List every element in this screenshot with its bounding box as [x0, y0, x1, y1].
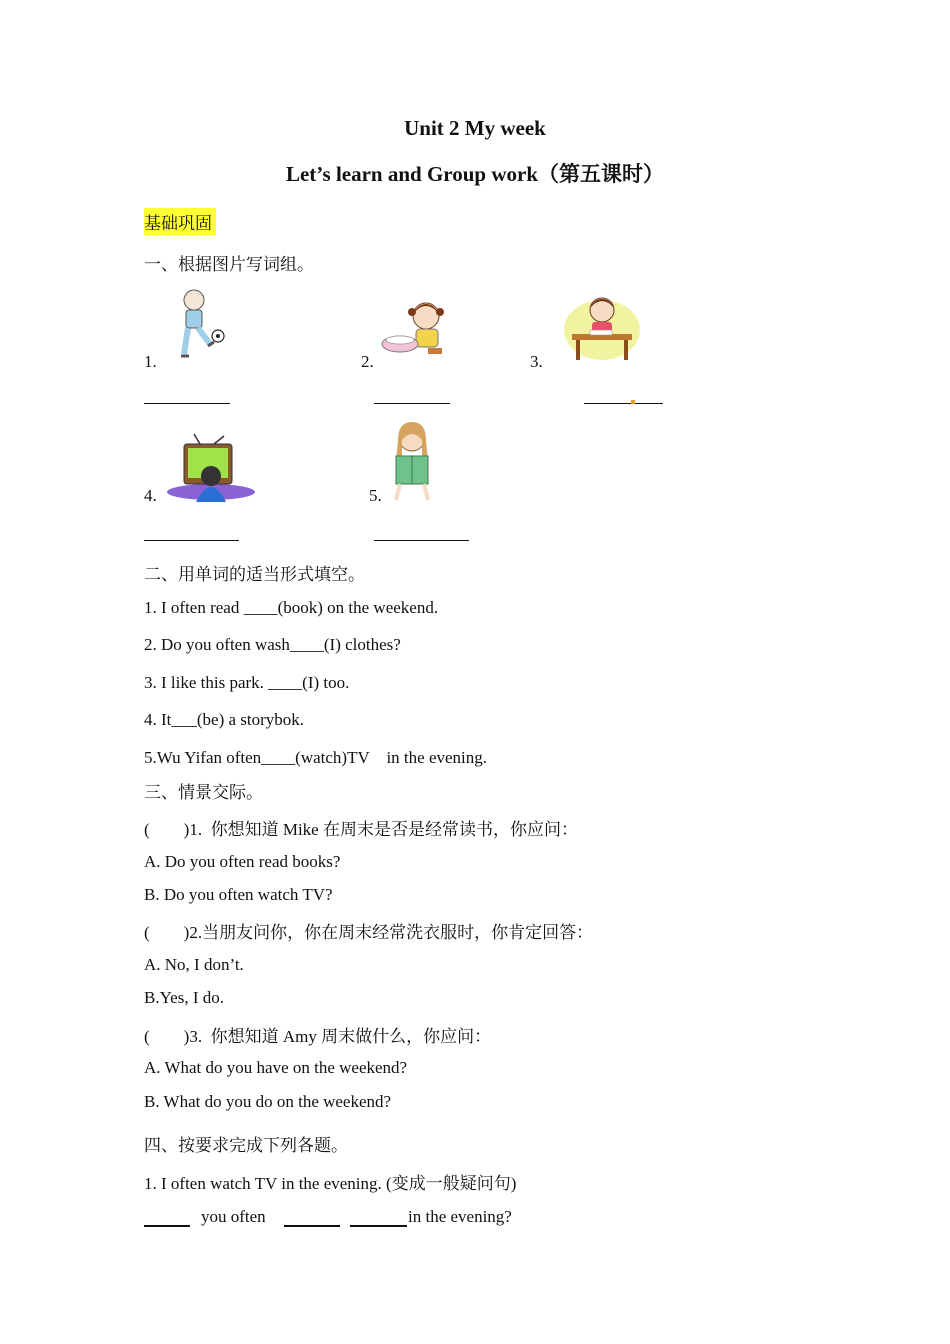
part3-question-2: ( )2.当朋友问你，你在周末经常洗衣服时，你肯定回答： — [144, 923, 594, 942]
part4-q1-middle-text: you often — [201, 1207, 266, 1226]
page-subtitle: Let’s learn and Group work（第五课时） — [285, 162, 665, 186]
part3-q3-option-b: B. What do you do on the weekend? — [144, 1092, 392, 1111]
answer-blank-4[interactable] — [144, 540, 239, 541]
answer-blank-1[interactable] — [144, 403, 230, 404]
part2-item-2: 2. Do you often wash____(I) clothes? — [144, 635, 401, 654]
boy-kicking-football-icon — [170, 288, 230, 364]
part4-q1-end-text: in the evening? — [408, 1207, 512, 1226]
part2-item-4: 4. It___(be) a storybok. — [144, 710, 305, 729]
item-number-2: 2. — [361, 352, 374, 371]
part3-question-1: ( )1. 你想知道 Mike 在周末是否是经常读书，你应问： — [144, 820, 578, 839]
part1-heading: 一、根据图片写词组。 — [144, 255, 314, 274]
item-number-3: 3. — [530, 352, 543, 371]
part2-item-3: 3. I like this park. ____(I) too. — [144, 673, 350, 692]
item-number-4: 4. — [144, 486, 157, 505]
part3-q1-option-a: A. Do you often read books? — [144, 852, 341, 871]
part4-question-1: 1. I often watch TV in the evening. (变成一般疑问句) — [144, 1174, 517, 1193]
part2-item-1: 1. I often read ____(book) on the weekend. — [144, 598, 439, 617]
answer-blank-8[interactable] — [350, 1225, 407, 1227]
girl-washing-clothes-icon — [378, 296, 458, 362]
part3-question-3: ( )3. 你想知道 Amy 周末做什么，你应问： — [144, 1027, 492, 1046]
answer-blank-5[interactable] — [374, 540, 469, 541]
part2-heading: 二、用单词的适当形式填空。 — [144, 565, 365, 584]
part4-heading: 四、按要求完成下列各题。 — [144, 1136, 348, 1155]
answer-blank-6[interactable] — [144, 1225, 190, 1227]
answer-blank-2[interactable] — [374, 403, 450, 404]
stray-mark — [631, 400, 635, 404]
section-tag: 基础巩固 — [144, 208, 216, 235]
part3-heading: 三、情景交际。 — [144, 783, 263, 802]
girl-reading-book-icon — [386, 420, 438, 504]
part2-item-5: 5.Wu Yifan often____(watch)TV in the evening. — [144, 748, 488, 767]
boy-watching-tv-icon — [166, 432, 256, 504]
girl-doing-homework-icon — [562, 290, 642, 368]
part3-q2-option-a: A. No, I don’t. — [144, 955, 244, 974]
part3-q3-option-a: A. What do you have on the weekend? — [144, 1058, 408, 1077]
answer-blank-3[interactable] — [584, 403, 663, 404]
item-number-5: 5. — [369, 486, 382, 505]
part3-q1-option-b: B. Do you often watch TV? — [144, 885, 333, 904]
item-number-1: 1. — [144, 352, 157, 371]
page-title: Unit 2 My week — [404, 116, 546, 140]
part3-q2-option-b: B.Yes, I do. — [144, 988, 224, 1007]
answer-blank-7[interactable] — [284, 1225, 340, 1227]
